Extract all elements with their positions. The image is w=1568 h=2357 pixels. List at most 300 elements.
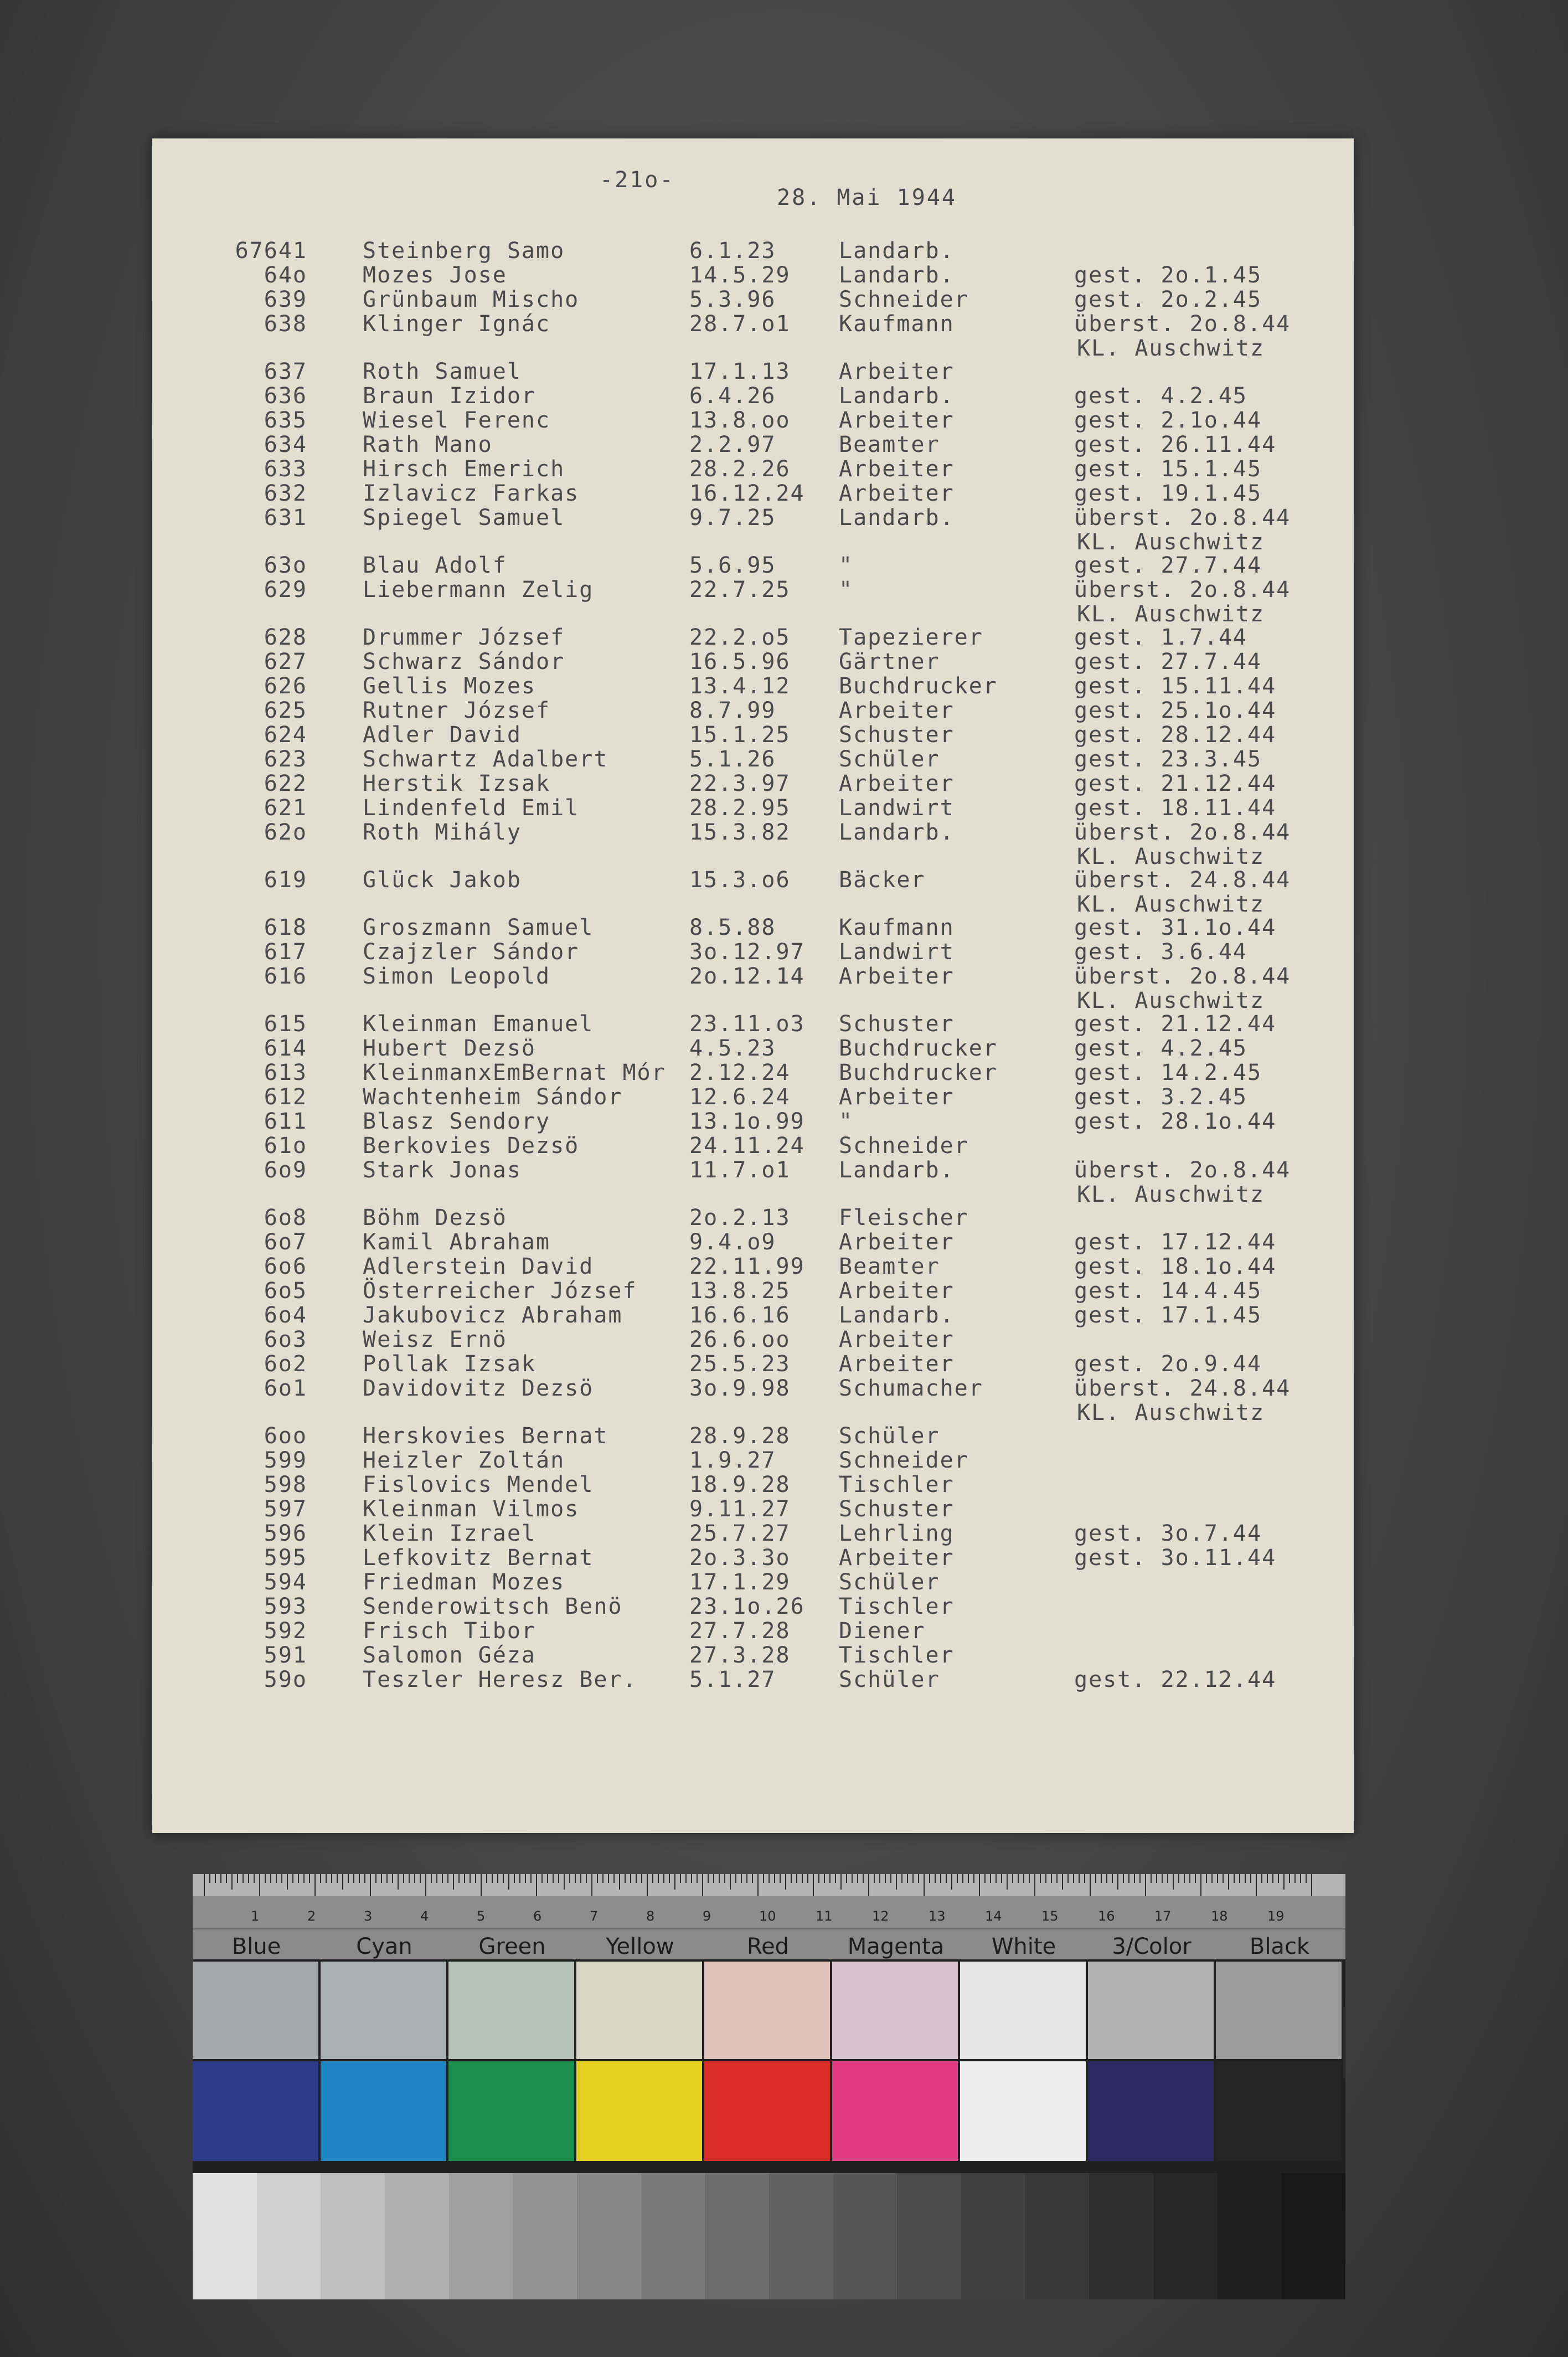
status-note: gest. 26.11.44 <box>1074 432 1277 457</box>
person-name: Roth Mihály <box>363 820 522 845</box>
person-name: Schwarz Sándor <box>363 649 565 675</box>
ruler-tick <box>680 1874 681 1883</box>
ruler-tick <box>929 1874 930 1883</box>
swatch-label: Magenta <box>847 1934 945 1959</box>
person-name: Rath Mano <box>363 432 493 457</box>
entry-number: 6o4 <box>264 1303 307 1328</box>
person-name: Lefkovitz Bernat <box>363 1545 594 1571</box>
birth-date: 4.5.23 <box>689 1036 776 1061</box>
birth-date: 6.1.23 <box>689 238 776 264</box>
ruler-tick <box>569 1874 570 1883</box>
document-page <box>152 138 1354 1833</box>
occupation: Landwirt <box>839 795 955 821</box>
ruler-number: 1 <box>251 1908 260 1924</box>
register-row <box>152 1011 1354 1036</box>
ruler-tick <box>1228 1874 1229 1890</box>
ruler-tick <box>436 1874 437 1883</box>
person-name: Friedman Mozes <box>363 1569 565 1595</box>
ruler-tick <box>204 1874 205 1896</box>
occupation: Landarb. <box>839 238 955 264</box>
register-row <box>152 359 1354 383</box>
ruler-tick <box>1300 1874 1301 1883</box>
status-note: gest. 2o.2.45 <box>1074 287 1262 312</box>
ruler-tick <box>243 1874 244 1883</box>
entry-number: 616 <box>264 964 307 989</box>
register-row <box>152 1376 1354 1425</box>
gray-step <box>321 2173 385 2299</box>
person-name: Simon Leopold <box>363 964 551 989</box>
ruler-tick <box>580 1874 581 1883</box>
ruler-tick <box>724 1874 725 1883</box>
ruler-tick <box>1239 1874 1240 1883</box>
gray-step <box>641 2173 705 2299</box>
birth-date: 22.11.99 <box>689 1254 805 1279</box>
birth-date: 8.7.99 <box>689 698 776 723</box>
person-name: Senderowitsch Benö <box>363 1594 623 1619</box>
birth-date: 17.1.29 <box>689 1569 791 1595</box>
register-row <box>152 1351 1354 1376</box>
swatch-label: Yellow <box>606 1934 674 1959</box>
birth-date: 16.5.96 <box>689 649 791 675</box>
person-name: Drummer József <box>363 625 565 650</box>
ruler-number: 2 <box>307 1908 316 1924</box>
occupation: Schüler <box>839 1423 940 1449</box>
occupation: Schüler <box>839 1569 940 1595</box>
ruler-number: 5 <box>477 1908 486 1924</box>
person-name: Wiesel Ferenc <box>363 408 551 433</box>
page-number: -21o- <box>600 167 675 193</box>
occupation: Arbeiter <box>839 456 955 482</box>
person-name: Weisz Ernö <box>363 1327 507 1352</box>
birth-date: 28.2.95 <box>689 795 791 821</box>
ruler-tick <box>857 1874 858 1883</box>
birth-date: 24.11.24 <box>689 1133 805 1159</box>
birth-date: 27.3.28 <box>689 1643 791 1668</box>
ruler-tick <box>536 1874 537 1896</box>
person-name: Herstik Izsak <box>363 771 551 796</box>
status-note: gest. 15.1.45 <box>1074 456 1262 482</box>
occupation: Arbeiter <box>839 1229 955 1255</box>
ruler-tick <box>309 1874 310 1883</box>
entry-number: 596 <box>264 1521 307 1546</box>
birth-date: 9.4.o9 <box>689 1229 776 1255</box>
ruler-tick <box>935 1874 936 1883</box>
ruler-tick <box>702 1874 703 1896</box>
ruler-tick <box>968 1874 969 1883</box>
ruler-tick <box>1012 1874 1013 1883</box>
ruler-tick <box>254 1874 255 1883</box>
person-name: Adler David <box>363 722 522 748</box>
person-name: Steinberg Samo <box>363 238 565 264</box>
status-note: gest. 18.11.44 <box>1074 795 1277 821</box>
status-note: gest. 15.11.44 <box>1074 673 1277 699</box>
person-name: Frisch Tibor <box>363 1618 536 1644</box>
register-row <box>152 1036 1354 1060</box>
dark-color-patch <box>448 2061 574 2161</box>
person-name: Wachtenheim Sándor <box>363 1084 623 1110</box>
ruler-tick <box>1073 1874 1074 1883</box>
ruler-tick <box>558 1874 559 1883</box>
ruler-number: 15 <box>1041 1908 1059 1924</box>
ruler-tick <box>541 1874 543 1883</box>
ruler-tick <box>564 1874 565 1890</box>
occupation: Bäcker <box>839 867 926 893</box>
entry-number: 626 <box>264 673 307 699</box>
entry-number: 64o <box>264 263 307 288</box>
ruler-tick <box>829 1874 831 1883</box>
register-row <box>152 625 1354 649</box>
status-note: überst. 2o.8.44 <box>1074 311 1291 337</box>
person-name: Berkovies Dezsö <box>363 1133 580 1159</box>
entry-number: 6o3 <box>264 1327 307 1352</box>
birth-date: 5.1.26 <box>689 747 776 772</box>
entry-number: 598 <box>264 1472 307 1497</box>
ruler-tick <box>890 1874 891 1883</box>
birth-date: 28.9.28 <box>689 1423 791 1449</box>
ruler-tick <box>276 1874 277 1883</box>
status-note: gest. 27.7.44 <box>1074 649 1262 675</box>
ruler-tick <box>1117 1874 1118 1890</box>
ruler-tick <box>364 1874 365 1883</box>
birth-date: 26.6.oo <box>689 1327 791 1352</box>
entry-number: 595 <box>264 1545 307 1571</box>
status-note: gest. 17.12.44 <box>1074 1229 1277 1255</box>
ruler-tick <box>265 1874 266 1883</box>
ruler-tick <box>1090 1874 1091 1896</box>
ruler-tick <box>973 1874 974 1883</box>
ruler-tick <box>1040 1874 1041 1883</box>
occupation: Landarb. <box>839 1157 955 1183</box>
entry-number: 6o9 <box>264 1157 307 1183</box>
status-note: gest. 3.6.44 <box>1074 939 1247 965</box>
ruler-tick <box>1200 1874 1201 1896</box>
ruler-tick <box>613 1874 615 1883</box>
ruler-tick <box>685 1874 687 1883</box>
status-note: gest. 21.12.44 <box>1074 1011 1277 1037</box>
ruler-tick <box>1079 1874 1080 1883</box>
occupation: Schumacher <box>839 1376 983 1401</box>
ruler-tick <box>874 1874 875 1883</box>
ruler-tick <box>979 1874 980 1896</box>
birth-date: 2o.3.3o <box>689 1545 791 1571</box>
ruler-tick <box>1289 1874 1290 1883</box>
entry-number: 62o <box>264 820 307 845</box>
birth-date: 22.3.97 <box>689 771 791 796</box>
person-name: Böhm Dezsö <box>363 1205 507 1231</box>
birth-date: 23.1o.26 <box>689 1594 805 1619</box>
person-name: Czajzler Sándor <box>363 939 580 965</box>
swatch-label: Red <box>747 1934 789 1959</box>
ruler-tick <box>281 1874 282 1883</box>
ruler-tick <box>630 1874 631 1883</box>
ruler-tick <box>1056 1874 1058 1883</box>
status-note: überst. 2o.8.44 <box>1074 820 1291 845</box>
ruler-tick <box>901 1874 902 1883</box>
ruler-tick <box>763 1874 764 1883</box>
ruler-tick <box>370 1874 371 1896</box>
ruler-tick <box>1156 1874 1157 1883</box>
register-row <box>152 939 1354 964</box>
register-row <box>152 1594 1354 1618</box>
register-row <box>152 1521 1354 1545</box>
register-row <box>152 1643 1354 1667</box>
birth-date: 13.1o.99 <box>689 1109 805 1134</box>
birth-date: 2o.2.13 <box>689 1205 791 1231</box>
occupation: Schuster <box>839 1496 955 1522</box>
person-name: Roth Samuel <box>363 359 522 384</box>
ruler-tick <box>752 1874 753 1883</box>
register-row <box>152 1496 1354 1521</box>
ruler-tick <box>719 1874 720 1883</box>
entry-number: 633 <box>264 456 307 482</box>
ruler-tick <box>442 1874 443 1883</box>
ruler-tick <box>818 1874 819 1883</box>
ruler-tick <box>619 1874 620 1890</box>
register-row <box>152 287 1354 311</box>
occupation: Arbeiter <box>839 481 955 506</box>
ruler-tick <box>669 1874 670 1883</box>
ruler-tick <box>1195 1874 1196 1883</box>
status-note: gest. 25.1o.44 <box>1074 698 1277 723</box>
birth-date: 15.1.25 <box>689 722 791 748</box>
gray-step <box>1218 2173 1282 2299</box>
status-note: gest. 14.2.45 <box>1074 1060 1262 1085</box>
ruler-tick <box>503 1874 504 1883</box>
ruler-tick <box>1211 1874 1213 1883</box>
ruler-tick <box>957 1874 958 1883</box>
ruler-tick <box>425 1874 426 1896</box>
ruler-tick <box>1189 1874 1190 1883</box>
register-row <box>152 673 1354 698</box>
entry-number: 611 <box>264 1109 307 1134</box>
light-color-patch <box>193 1962 318 2059</box>
ruler-tick <box>1283 1874 1285 1890</box>
ruler-number: 17 <box>1154 1908 1172 1924</box>
ruler-number: 16 <box>1098 1908 1115 1924</box>
ruler-tick <box>342 1874 343 1890</box>
ruler-tick <box>464 1874 465 1883</box>
ruler-tick <box>1101 1874 1102 1883</box>
status-note: überst. 24.8.44 <box>1074 867 1291 893</box>
status-note: gest. 18.1o.44 <box>1074 1254 1277 1279</box>
ruler-tick <box>1178 1874 1179 1883</box>
ruler-tick <box>708 1874 709 1883</box>
ruler-tick <box>525 1874 526 1883</box>
occupation: Arbeiter <box>839 1545 955 1571</box>
register-row <box>152 722 1354 747</box>
birth-date: 14.5.29 <box>689 263 791 288</box>
ruler-tick <box>1306 1874 1307 1883</box>
register-row <box>152 1084 1354 1109</box>
entry-number: 628 <box>264 625 307 650</box>
birth-date: 13.8.oo <box>689 408 791 433</box>
register-row <box>152 1254 1354 1278</box>
ruler-number: 13 <box>929 1908 946 1924</box>
ruler-tick <box>824 1874 825 1883</box>
status-note-location: KL. Auschwitz <box>1077 1182 1265 1207</box>
ruler-tick <box>846 1874 847 1883</box>
ruler-number: 18 <box>1211 1908 1228 1924</box>
gray-step <box>1025 2173 1090 2299</box>
status-note: gest. 4.2.45 <box>1074 1036 1247 1061</box>
register-row <box>152 408 1354 432</box>
ruler-tick <box>530 1874 532 1883</box>
birth-date: 17.1.13 <box>689 359 791 384</box>
status-note-location: KL. Auschwitz <box>1077 988 1265 1013</box>
ruler-tick <box>492 1874 493 1883</box>
status-note-location: KL. Auschwitz <box>1077 336 1265 361</box>
entry-number: 635 <box>264 408 307 433</box>
occupation: Tischler <box>839 1472 955 1497</box>
entry-number: 592 <box>264 1618 307 1644</box>
ruler-tick <box>924 1874 925 1896</box>
ruler-tick <box>259 1874 260 1896</box>
gray-step <box>769 2173 833 2299</box>
entry-number: 6o8 <box>264 1205 307 1231</box>
ruler-tick <box>713 1874 714 1883</box>
occupation: " <box>839 553 854 578</box>
ruler-tick <box>852 1874 853 1883</box>
ruler-tick <box>1278 1874 1279 1883</box>
ruler-tick <box>652 1874 653 1883</box>
status-note: gest. 22.12.44 <box>1074 1667 1277 1692</box>
person-name: Teszler Heresz Ber. <box>363 1667 637 1692</box>
entry-number: 639 <box>264 287 307 312</box>
person-name: Grünbaum Mischo <box>363 287 580 312</box>
ruler-tick <box>1250 1874 1251 1883</box>
ruler-tick <box>237 1874 238 1883</box>
ruler-number: 12 <box>872 1908 889 1924</box>
birth-date: 5.3.96 <box>689 287 776 312</box>
entry-number: 591 <box>264 1643 307 1668</box>
birth-date: 18.9.28 <box>689 1472 791 1497</box>
birth-date: 22.7.25 <box>689 577 791 603</box>
ruler-tick <box>602 1874 604 1883</box>
gray-step <box>1281 2173 1345 2299</box>
ruler-tick <box>912 1874 914 1883</box>
ruler-tick <box>691 1874 692 1883</box>
person-name: Österreicher József <box>363 1278 637 1304</box>
occupation: Schneider <box>839 1448 969 1473</box>
status-note-location: KL. Auschwitz <box>1077 844 1265 869</box>
person-name: Mozes Jose <box>363 263 507 288</box>
register-row <box>152 1618 1354 1643</box>
ruler-tick <box>220 1874 221 1883</box>
occupation: Fleischer <box>839 1205 969 1231</box>
register-row <box>152 1157 1354 1207</box>
gray-step <box>513 2173 577 2299</box>
person-name: Hubert Dezsö <box>363 1036 536 1061</box>
ruler-tick <box>1145 1874 1146 1896</box>
birth-date: 22.2.o5 <box>689 625 791 650</box>
swatch-label: Cyan <box>356 1934 412 1959</box>
ruler-tick <box>768 1874 770 1883</box>
entry-number: 6o5 <box>264 1278 307 1304</box>
ruler-tick <box>403 1874 404 1883</box>
ruler-tick <box>287 1874 288 1890</box>
ruler-tick <box>447 1874 448 1883</box>
status-note: gest. 2o.9.44 <box>1074 1351 1262 1377</box>
birth-date: 16.6.16 <box>689 1303 791 1328</box>
entry-number: 615 <box>264 1011 307 1037</box>
ruler-tick <box>1272 1874 1273 1883</box>
status-note: gest. 23.3.45 <box>1074 747 1262 772</box>
entry-number: 619 <box>264 867 307 893</box>
ruler-tick <box>1184 1874 1185 1883</box>
entry-number: 594 <box>264 1569 307 1595</box>
ruler-tick <box>1106 1874 1107 1883</box>
birth-date: 2o.12.14 <box>689 964 805 989</box>
ruler-tick <box>697 1874 698 1883</box>
light-color-patch <box>448 1962 574 2059</box>
person-name: KleinmanxEmBernat Mór <box>363 1060 666 1085</box>
status-note: gest. 27.7.44 <box>1074 553 1262 578</box>
ruler-tick <box>658 1874 659 1883</box>
entry-number: 6o6 <box>264 1254 307 1279</box>
ruler-tick <box>813 1874 814 1896</box>
ruler-number: 3 <box>364 1908 373 1924</box>
dark-color-patch <box>1216 2061 1342 2161</box>
status-note: gest. 14.4.45 <box>1074 1278 1262 1304</box>
status-note: gest. 1.7.44 <box>1074 625 1247 650</box>
occupation: Schüler <box>839 1667 940 1692</box>
person-name: Izlavicz Farkas <box>363 481 580 506</box>
register-row <box>152 238 1354 263</box>
status-note: gest. 17.1.45 <box>1074 1303 1262 1328</box>
register-row <box>152 553 1354 577</box>
register-row <box>152 383 1354 408</box>
occupation: Schuster <box>839 1011 955 1037</box>
ruler-tick <box>458 1874 460 1883</box>
occupation: Arbeiter <box>839 1084 955 1110</box>
entry-number: 6o1 <box>264 1376 307 1401</box>
ruler-tick <box>746 1874 747 1883</box>
light-color-patch <box>960 1962 1086 2059</box>
birth-date: 11.7.o1 <box>689 1157 791 1183</box>
swatch-label-bar <box>193 1929 1345 1959</box>
occupation: Landwirt <box>839 939 955 965</box>
light-color-patch <box>1216 1962 1342 2059</box>
entry-number: 631 <box>264 505 307 531</box>
register-row <box>152 577 1354 627</box>
document-date: 28. Mai 1944 <box>777 185 957 210</box>
light-color-patch <box>321 1962 446 2059</box>
register-row <box>152 1472 1354 1496</box>
occupation: Schuster <box>839 722 955 748</box>
register-row <box>152 456 1354 481</box>
ruler-tick <box>757 1874 759 1896</box>
register-row <box>152 915 1354 939</box>
status-note: überst. 2o.8.44 <box>1074 964 1291 989</box>
occupation: Buchdrucker <box>839 1036 998 1061</box>
ruler-tick <box>381 1874 382 1883</box>
ruler-tick <box>1267 1874 1268 1883</box>
entry-number: 637 <box>264 359 307 384</box>
ruler-number: 4 <box>420 1908 429 1924</box>
ruler-tick <box>292 1874 293 1883</box>
birth-date: 9.7.25 <box>689 505 776 531</box>
ruler-tick <box>807 1874 808 1883</box>
occupation: Schneider <box>839 1133 969 1159</box>
swatch-label: Blue <box>231 1934 281 1959</box>
ruler-tick <box>591 1874 592 1896</box>
register-row <box>152 1133 1354 1157</box>
occupation: Landarb. <box>839 383 955 409</box>
ruler-tick <box>1062 1874 1063 1890</box>
ruler-tick <box>625 1874 626 1883</box>
ruler-tick <box>1045 1874 1046 1883</box>
ruler-tick <box>209 1874 210 1883</box>
